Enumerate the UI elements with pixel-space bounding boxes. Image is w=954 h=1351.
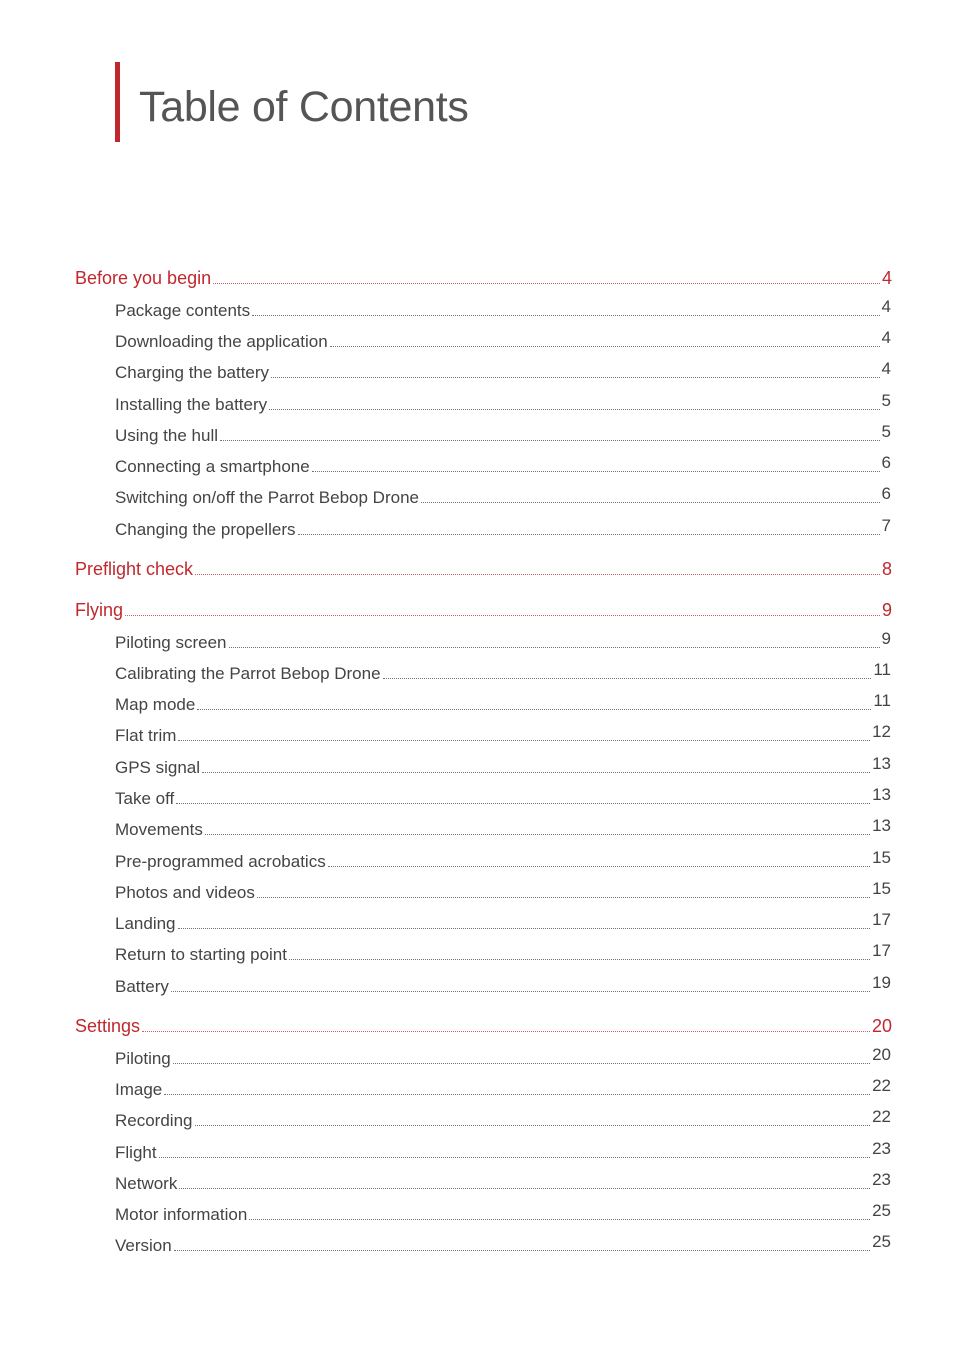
dot-leader <box>164 1094 870 1095</box>
toc-entry-title: Take off <box>115 789 175 808</box>
dot-leader <box>178 740 870 741</box>
dot-leader <box>159 1157 871 1158</box>
dot-leader <box>195 1125 871 1126</box>
toc-item-piloting[interactable] <box>115 1045 891 1069</box>
toc-page-number: 20 <box>872 1045 891 1064</box>
dot-leader <box>252 315 879 316</box>
dot-leader <box>421 502 880 503</box>
toc-entry-title: Pre-programmed acrobatics <box>115 852 326 871</box>
toc-page-number: 5 <box>881 422 891 441</box>
toc-item-changing-the-propellers[interactable] <box>115 516 891 540</box>
toc-entry-title: Flying <box>75 600 124 620</box>
toc-page-number: 17 <box>872 941 891 960</box>
toc-page-number: 4 <box>881 297 891 316</box>
dot-leader <box>125 615 880 616</box>
dot-leader <box>220 440 880 441</box>
toc-page-number: 9 <box>881 600 892 620</box>
toc-page-number: 20 <box>871 1016 892 1036</box>
toc-entry-title: Photos and videos <box>115 883 255 902</box>
toc-page-number: 13 <box>872 785 891 804</box>
toc-entry-title: GPS signal <box>115 758 201 777</box>
toc-page-number: 25 <box>872 1232 891 1251</box>
toc-item-take-off[interactable] <box>115 785 891 809</box>
dot-leader <box>328 866 870 867</box>
toc-item-landing[interactable] <box>115 910 891 934</box>
toc-section-settings[interactable] <box>75 1013 892 1037</box>
toc-item-motor-information[interactable] <box>115 1201 891 1225</box>
toc-item-pre-programmed-acrobatics[interactable] <box>115 848 891 872</box>
dot-leader <box>249 1219 870 1220</box>
toc-page-number: 15 <box>872 848 891 867</box>
dot-leader <box>257 897 870 898</box>
toc-page-number: 4 <box>881 268 892 288</box>
dot-leader <box>330 346 880 347</box>
toc-entry-title: Downloading the application <box>115 332 328 351</box>
toc-item-flight[interactable] <box>115 1139 891 1163</box>
toc-entry-title: Switching on/off the Parrot Bebop Drone <box>115 488 419 507</box>
toc-page-number: 4 <box>881 328 891 347</box>
dot-leader <box>205 834 870 835</box>
toc-item-battery[interactable] <box>115 973 891 997</box>
toc-entry-title: Motor information <box>115 1205 248 1224</box>
dot-leader <box>195 574 880 575</box>
dot-leader <box>176 803 870 804</box>
toc-entry-title: Preflight check <box>75 559 194 579</box>
toc-item-connecting-a-smartphone[interactable] <box>115 453 891 477</box>
toc-entry-title: Battery <box>115 977 169 996</box>
toc-entry-title: Recording <box>115 1111 193 1130</box>
toc-entry-title: Connecting a smartphone <box>115 457 310 476</box>
toc-page-number: 6 <box>881 484 891 503</box>
toc-item-piloting-screen[interactable] <box>115 629 891 653</box>
dot-leader <box>197 709 871 710</box>
dot-leader <box>271 377 879 378</box>
toc-entry-title: Flight <box>115 1143 157 1162</box>
toc-item-movements[interactable] <box>115 816 891 840</box>
dot-leader <box>298 534 880 535</box>
toc-item-flat-trim[interactable] <box>115 722 891 746</box>
toc-item-package-contents[interactable] <box>115 297 891 321</box>
page-title: Table of Contents <box>139 83 469 131</box>
toc-section-before-you-begin[interactable] <box>75 265 892 289</box>
toc-page-number: 22 <box>872 1076 891 1095</box>
toc-item-return-to-starting-point[interactable] <box>115 941 891 965</box>
toc-page-number: 22 <box>872 1107 891 1126</box>
toc-entry-title: Before you begin <box>75 268 212 288</box>
toc-page-number: 11 <box>873 691 891 710</box>
toc-page-number: 19 <box>872 973 891 992</box>
toc-entry-title: Map mode <box>115 695 196 714</box>
toc-section-flying[interactable] <box>75 597 892 621</box>
toc-item-using-the-hull[interactable] <box>115 422 891 446</box>
dot-leader <box>289 959 870 960</box>
toc-item-image[interactable] <box>115 1076 891 1100</box>
dot-leader <box>312 471 880 472</box>
toc-item-charging-the-battery[interactable] <box>115 359 891 383</box>
toc-item-map-mode[interactable] <box>115 691 891 715</box>
toc-page-number: 15 <box>872 879 891 898</box>
toc-entry-title: Movements <box>115 820 203 839</box>
dot-leader <box>178 928 871 929</box>
toc-entry-title: Network <box>115 1174 178 1193</box>
toc-page-number: 23 <box>872 1139 891 1158</box>
dot-leader <box>173 1063 870 1064</box>
toc-page-number: 4 <box>881 359 891 378</box>
toc-section-preflight-check[interactable] <box>75 556 892 580</box>
toc-page-number: 7 <box>881 516 891 535</box>
toc-entry-title: Return to starting point <box>115 945 287 964</box>
dot-leader <box>269 409 879 410</box>
dot-leader <box>383 678 872 679</box>
toc-entry-title: Settings <box>75 1016 141 1036</box>
toc-page-number: 13 <box>872 754 891 773</box>
toc-item-calibrating-the-parrot-bebop-drone[interactable] <box>115 660 891 684</box>
toc-entry-title: Calibrating the Parrot Bebop Drone <box>115 664 381 683</box>
dot-leader <box>229 647 880 648</box>
toc-page-number: 23 <box>872 1170 891 1189</box>
toc-page-number: 12 <box>872 722 891 741</box>
toc-page-number: 11 <box>873 660 891 679</box>
toc-item-network[interactable] <box>115 1170 891 1194</box>
toc-page-number: 6 <box>881 453 891 472</box>
toc-item-downloading-the-application[interactable] <box>115 328 891 352</box>
dot-leader <box>179 1188 870 1189</box>
toc-entry-title: Changing the propellers <box>115 520 296 539</box>
toc-item-switching-on-off-the-parrot-bebop-drone[interactable] <box>115 484 891 508</box>
dot-leader <box>174 1250 870 1251</box>
toc-entry-title: Installing the battery <box>115 395 268 414</box>
toc-page-number: 9 <box>881 629 891 648</box>
toc-item-installing-the-battery[interactable] <box>115 391 891 415</box>
toc-entry-title: Version <box>115 1236 172 1255</box>
toc-page-number: 8 <box>881 559 892 579</box>
toc-page-number: 5 <box>881 391 891 410</box>
toc-item-photos-and-videos[interactable] <box>115 879 891 903</box>
toc-entry-title: Using the hull <box>115 426 219 445</box>
toc-entry-title: Landing <box>115 914 176 933</box>
dot-leader <box>202 772 870 773</box>
toc-entry-title: Piloting screen <box>115 633 227 652</box>
dot-leader <box>213 283 880 284</box>
toc-entry-title: Image <box>115 1080 163 1099</box>
toc-item-recording[interactable] <box>115 1107 891 1131</box>
toc-page-number: 25 <box>872 1201 891 1220</box>
toc-entry-title: Flat trim <box>115 726 177 745</box>
dot-leader <box>142 1031 870 1032</box>
toc-item-gps-signal[interactable] <box>115 754 891 778</box>
toc-page-number: 13 <box>872 816 891 835</box>
toc-entry-title: Piloting <box>115 1049 171 1068</box>
toc-entry-title: Package contents <box>115 301 251 320</box>
dot-leader <box>171 991 870 992</box>
toc-entry-title: Charging the battery <box>115 363 270 382</box>
toc-item-version[interactable] <box>115 1232 891 1256</box>
toc-page-number: 17 <box>872 910 891 929</box>
